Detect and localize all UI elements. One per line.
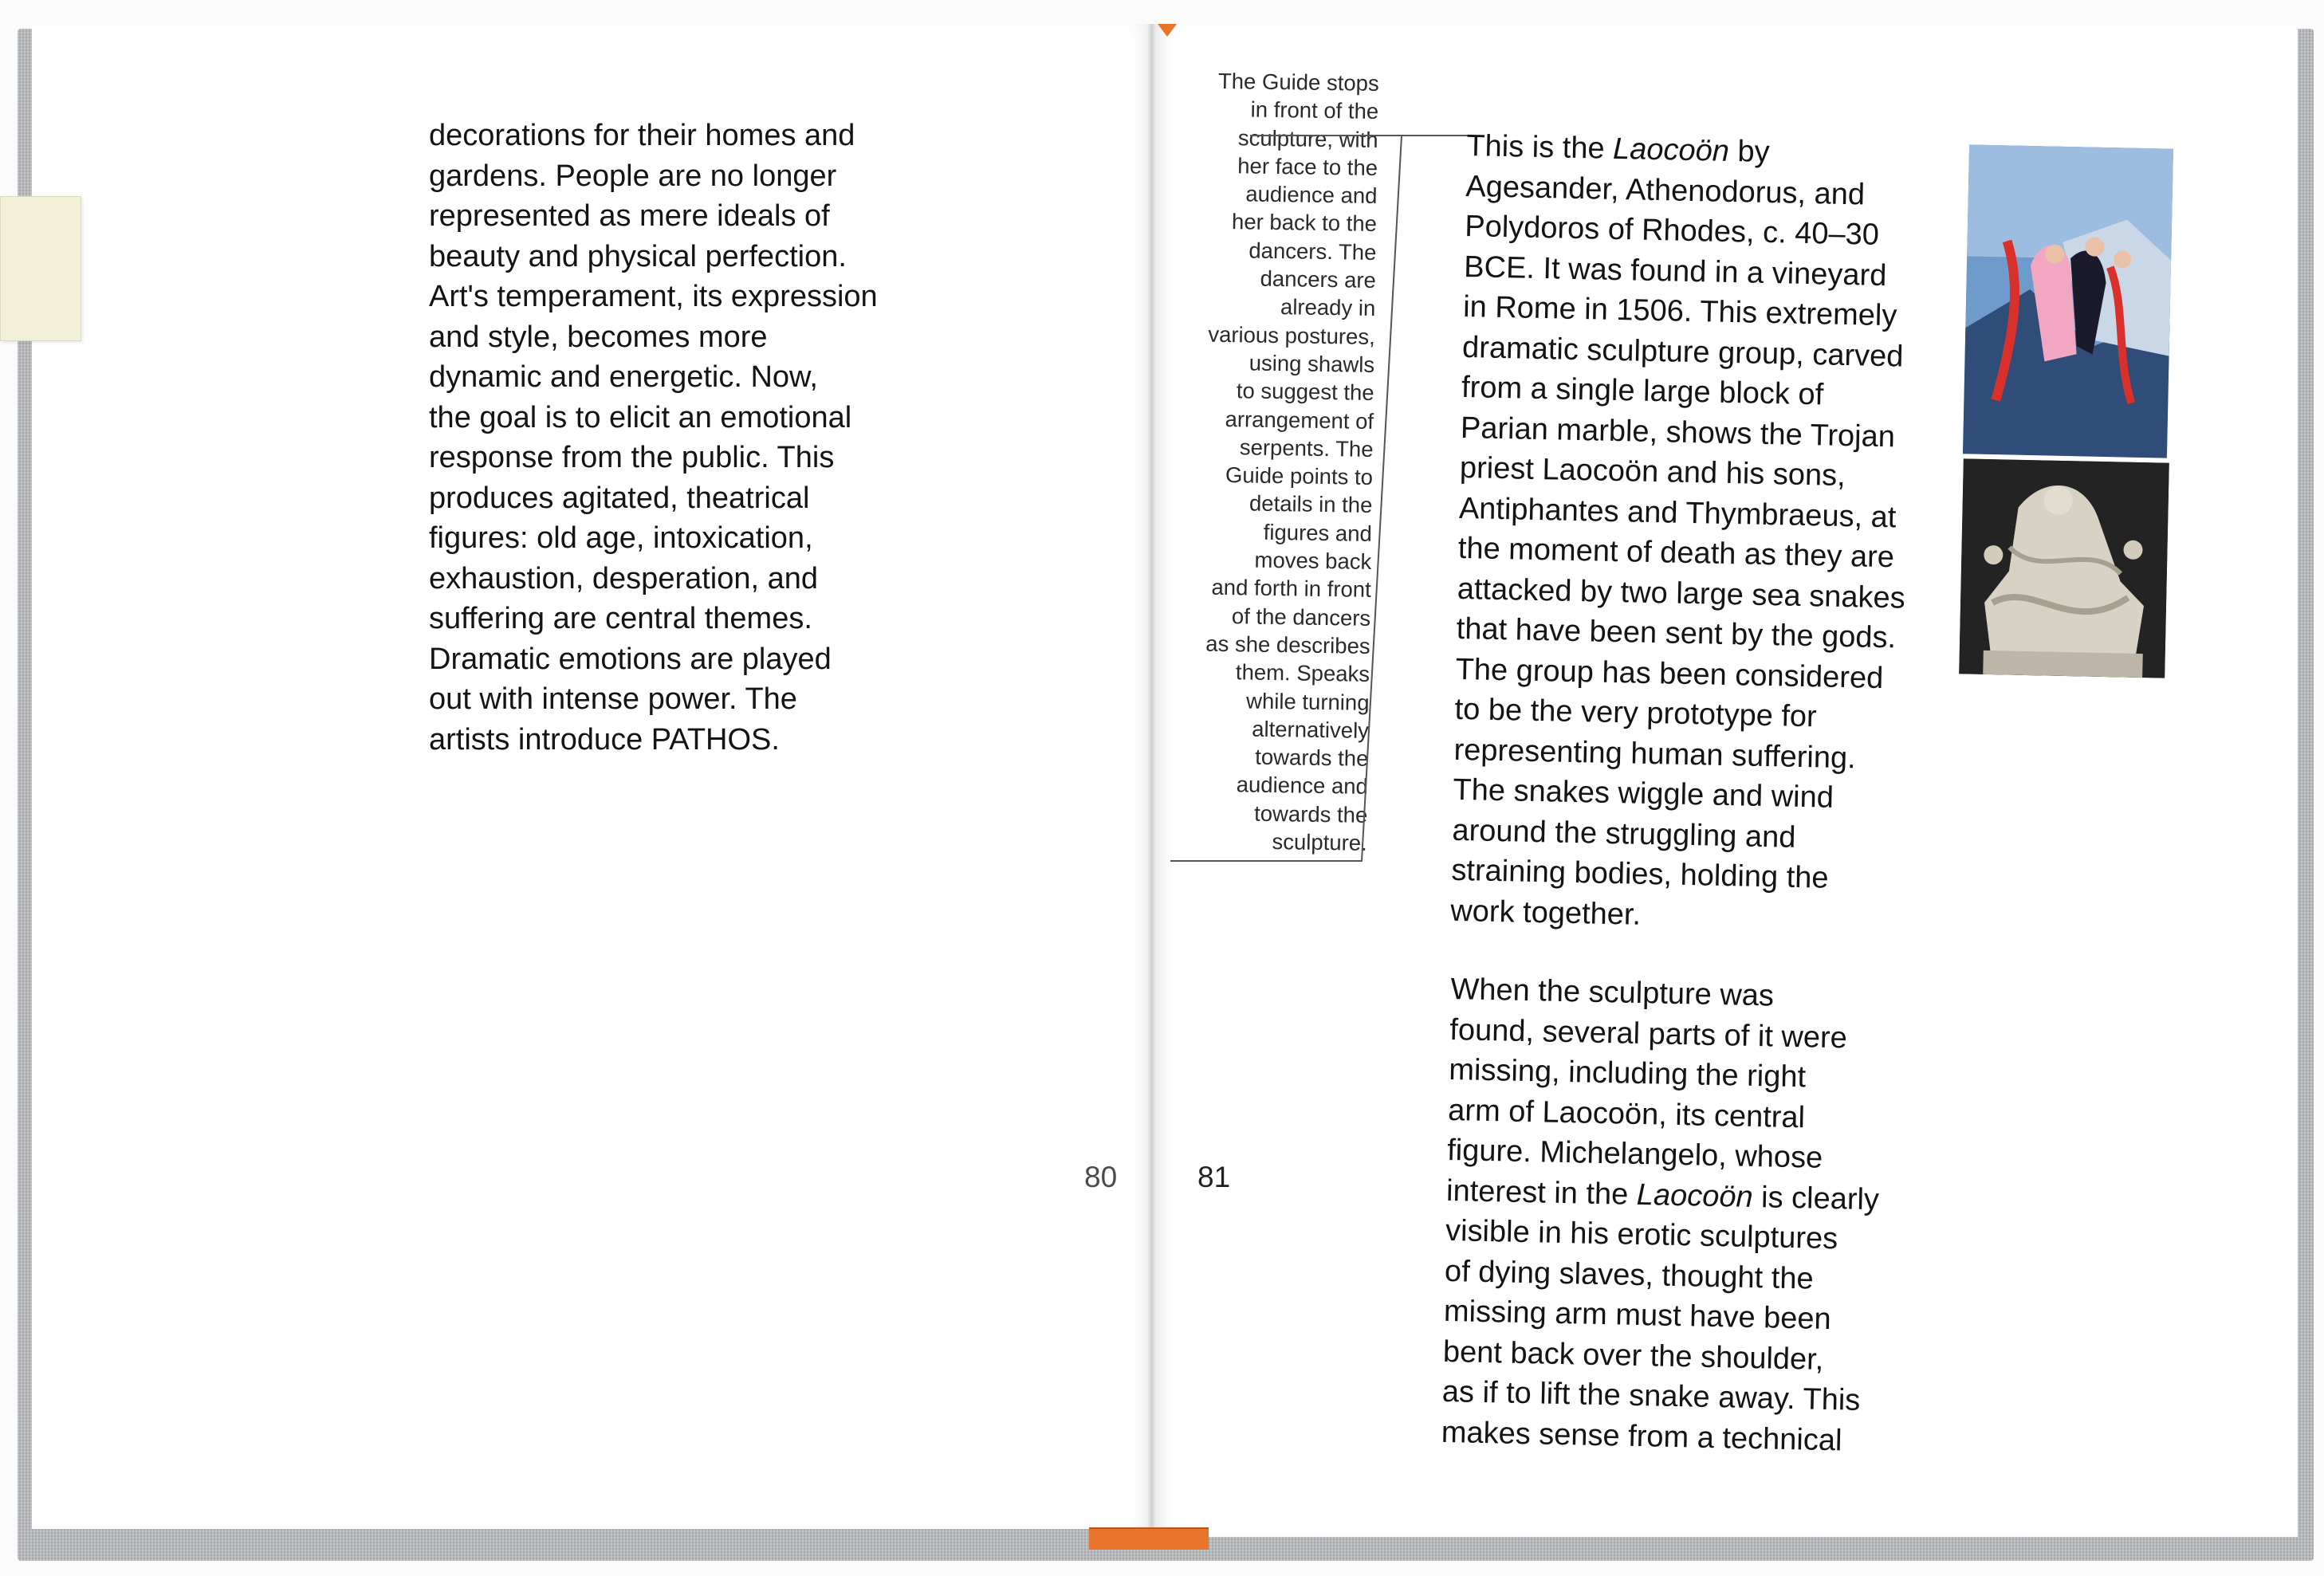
paragraph-1-line: Polydoros of Rhodes, c. 40–30 xyxy=(1464,209,1880,252)
stage-direction-line: various postures, xyxy=(1208,321,1375,349)
paragraph-1-line: Antiphantes and Thymbraeus, at xyxy=(1458,491,1897,534)
paper-bookmark xyxy=(0,196,81,341)
paragraph-2-line: found, several parts of it were xyxy=(1449,1012,1848,1055)
stage-direction-line: sculpture, with xyxy=(1237,124,1378,152)
stage-direction-line: to suggest the xyxy=(1236,378,1374,406)
stage-direction-line: while turning xyxy=(1245,688,1370,715)
paragraph-1-line: priest Laocoön and his sons, xyxy=(1459,450,1846,493)
paragraph-2-line: as if to lift the snake away. This xyxy=(1441,1374,1861,1417)
left-page-text-line: and style, becomes more xyxy=(429,320,768,354)
laocoon-sculpture-photo xyxy=(1959,458,2169,678)
left-page-text-line: Art's temperament, its expression xyxy=(429,280,878,313)
left-page-text-line: Dramatic emotions are played xyxy=(429,642,832,676)
page-number-left: 80 xyxy=(1084,1161,1118,1193)
stage-direction-line: figures and xyxy=(1263,519,1373,546)
left-page-text-line: artists introduce PATHOS. xyxy=(429,722,780,757)
ribbon-marker-bottom xyxy=(1089,1527,1209,1550)
stage-direction-line: as she describes xyxy=(1205,631,1370,658)
left-page-text-line: out with intense power. The xyxy=(429,682,797,716)
right-page-paragraph-1 xyxy=(1450,126,1961,941)
stage-direction-line: audience and xyxy=(1236,772,1369,800)
stage-direction-line: them. Speaks xyxy=(1235,659,1370,687)
ribbon-marker-top xyxy=(1158,24,1177,37)
left-page-text-line: beauty and physical perfection. xyxy=(429,239,847,273)
stage-direction-line: using shawls xyxy=(1249,350,1375,377)
paragraph-2-line: figure. Michelangelo, whose xyxy=(1446,1133,1823,1175)
paragraph-1-line: attacked by two large sea snakes xyxy=(1457,572,1906,615)
stage-direction-line: and forth in front xyxy=(1211,575,1371,603)
stage-direction-line: towards the xyxy=(1253,800,1368,827)
paragraph-1-line: BCE. It was found in a vineyard xyxy=(1463,250,1887,293)
stage-direction-line: moves back xyxy=(1254,547,1372,574)
paragraph-2-line: makes sense from a technical xyxy=(1441,1415,1842,1457)
stage-direction-line: already in xyxy=(1280,294,1376,321)
left-page-text-line: figures: old age, intoxication, xyxy=(429,521,813,555)
stage-direction-line: details in the xyxy=(1249,490,1373,518)
paragraph-1-line: dramatic sculpture group, carved xyxy=(1461,330,1904,374)
paragraph-1-line: representing human suffering. xyxy=(1453,733,1857,775)
paragraph-1-first-line: This is the Laocoön by xyxy=(1466,128,1771,169)
stage-direction-line: serpents. The xyxy=(1239,434,1374,462)
paragraph-1-line: The snakes wiggle and wind xyxy=(1453,772,1834,815)
paragraph-1-line: in Rome in 1506. This extremely xyxy=(1462,289,1897,333)
stage-direction-line: her face to the xyxy=(1237,153,1378,180)
stage-direction-line: in front of the xyxy=(1250,96,1379,124)
stage-direction-line: Guide points to xyxy=(1225,462,1374,490)
stage-direction-line: arrangement of xyxy=(1225,406,1374,434)
paragraph-2-italic-line: interest in the Laocoön is clearly xyxy=(1445,1173,1880,1216)
stage-direction-line: towards the xyxy=(1255,744,1369,772)
left-page-text-line: the goal is to elicit an emotional xyxy=(429,400,852,434)
paragraph-1-line: to be the very prototype for xyxy=(1454,692,1818,734)
left-page-body-text xyxy=(429,116,923,760)
paragraph-1-line: around the struggling and xyxy=(1452,813,1796,855)
stage-direction-line: sculpture. xyxy=(1272,829,1367,855)
paragraph-2-line: missing, including the right xyxy=(1448,1052,1807,1095)
left-page-text-line: response from the public. This xyxy=(429,441,835,474)
paragraph-2-line: arm of Laocoön, its central xyxy=(1447,1093,1806,1134)
paragraph-2-line: missing arm must have been xyxy=(1443,1294,1832,1337)
paragraph-1-line: the moment of death as they are xyxy=(1457,531,1895,575)
left-page-text-line: suffering are central themes. xyxy=(429,602,812,635)
stage-direction-line: audience and xyxy=(1245,181,1378,209)
left-page-text-line: produces agitated, theatrical xyxy=(429,481,810,515)
paragraph-1-line: The group has been considered xyxy=(1455,652,1884,695)
paragraph-1-line: Parian marble, shows the Trojan xyxy=(1460,411,1896,454)
left-page-text-line: represented as mere ideals of xyxy=(429,199,830,233)
stage-direction-line: alternatively xyxy=(1251,716,1370,743)
page-number-right: 81 xyxy=(1197,1161,1231,1193)
left-page-text-line: dynamic and energetic. Now, xyxy=(429,360,818,394)
stage-direction-line: The Guide stops xyxy=(1217,68,1379,96)
dancers-photo xyxy=(1963,144,2173,458)
left-page-text-line: decorations for their homes and xyxy=(429,119,855,152)
paragraph-1-line: Agesander, Athenodorus, and xyxy=(1465,169,1866,211)
paragraph-1-line: from a single large block of xyxy=(1461,370,1824,412)
paragraph-2-line: visible in his erotic sculptures xyxy=(1445,1213,1838,1256)
stage-direction-line: dancers are xyxy=(1260,265,1377,293)
left-page-text-line: exhaustion, desperation, and xyxy=(429,561,819,595)
paragraph-2-line: of dying slaves, thought the xyxy=(1444,1254,1815,1296)
paragraph-1-line: straining bodies, holding the xyxy=(1451,853,1829,895)
stage-direction-line: of the dancers xyxy=(1231,603,1371,631)
right-page-paragraph-2 xyxy=(1441,969,1945,1463)
paragraph-1-line: work together. xyxy=(1449,894,1642,932)
stage-direction-line: her back to the xyxy=(1231,209,1378,237)
paragraph-2-line: bent back over the shoulder, xyxy=(1442,1334,1824,1377)
left-page-text-line: gardens. People are no longer xyxy=(429,159,837,193)
laocoon-title-italic: Laocoön xyxy=(1612,132,1730,168)
laocoon-title-italic-2: Laocoön xyxy=(1636,1177,1754,1214)
paragraph-2-line: When the sculpture was xyxy=(1450,972,1775,1013)
paragraph-1-line: that have been sent by the gods. xyxy=(1456,611,1897,655)
book-gutter xyxy=(1148,24,1156,1539)
stage-direction-line: dancers. The xyxy=(1249,238,1377,265)
